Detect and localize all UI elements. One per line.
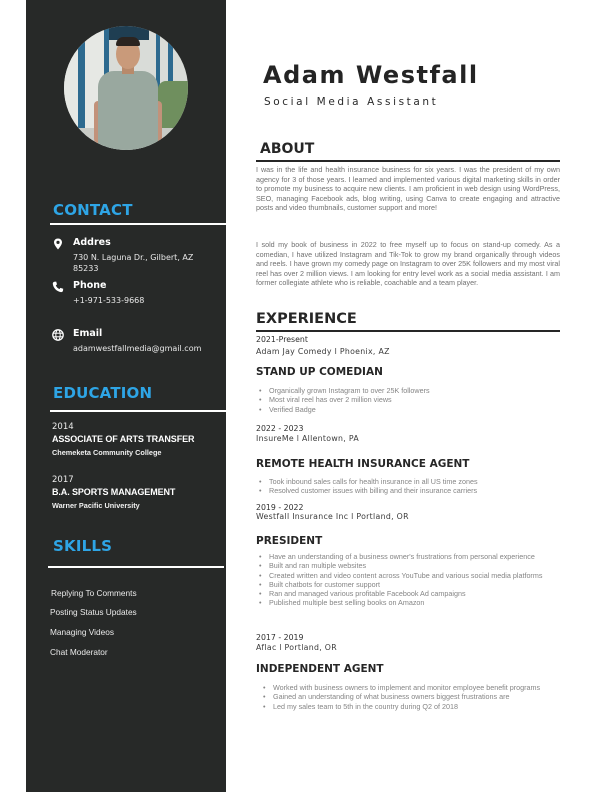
- education-degree: ASSOCIATE OF ARTS TRANSFER: [52, 434, 195, 444]
- job-bullet: • Built chatbots for customer support: [258, 580, 560, 589]
- job-company: InsureMe l Allentown, PA: [256, 434, 359, 443]
- contact-heading: CONTACT: [53, 201, 133, 219]
- contact-value: 730 N. Laguna Dr., Gilbert, AZ 85233: [73, 253, 194, 273]
- job-company: Adam Jay Comedy l Phoenix, AZ: [256, 347, 390, 356]
- job-bullet: • Published multiple best selling books on Amazon: [258, 598, 560, 607]
- skill-item: Managing Videos: [50, 627, 114, 637]
- job-company: Westfall Insurance Inc l Portland, OR: [256, 512, 409, 521]
- contact-value[interactable]: adamwestfallmedia@gmail.com: [73, 344, 202, 353]
- education-heading: EDUCATION: [53, 384, 153, 402]
- job-title: STAND UP COMEDIAN: [256, 366, 383, 378]
- experience-heading: EXPERIENCE: [256, 311, 357, 327]
- education-school: Warner Pacific University: [52, 501, 140, 510]
- contact-label: Phone: [73, 280, 107, 291]
- globe-icon: [52, 329, 64, 341]
- job-bullet: • Most viral reel has over 2 million views: [258, 395, 560, 404]
- contact-label: Email: [73, 328, 103, 339]
- job-title: REMOTE HEALTH INSURANCE AGENT: [256, 458, 470, 470]
- about-paragraph: I was in the life and health insurance business for six years. I was the president of my own agency for 3 of those years. I learned and implemented various digital marketing skills in order to promote my business to acquire new clients. I am proficient in web design using WordPress, SEO, managing Facebook ads, blog writing, using Canva to create engaging and attractive posts and video thumbnails, customer support and more!: [256, 165, 560, 212]
- skill-item: Chat Moderator: [50, 647, 108, 657]
- education-divider: [50, 410, 226, 412]
- job-bullet: • Led my sales team to 5th in the country during Q2 of 2018: [262, 702, 564, 711]
- phone-icon: [52, 281, 64, 293]
- photo-hair: [116, 37, 140, 46]
- job-bullet: • Organically grown Instagram to over 25K followers: [258, 386, 560, 395]
- job-bullet: • Gained an understanding of what business owners biggest frustrations are: [262, 692, 564, 701]
- job-dates: 2021-Present: [256, 335, 308, 344]
- skill-item: Posting Status Updates: [50, 607, 137, 617]
- education-year: 2014: [52, 422, 74, 432]
- candidate-name: Adam Westfall: [263, 61, 479, 89]
- contact-value: +1-971-533-9668: [73, 296, 145, 305]
- job-bullet: • Resolved customer issues with billing and their insurance carriers: [258, 486, 560, 495]
- job-dates: 2017 - 2019: [256, 633, 304, 642]
- sidebar: [26, 0, 226, 792]
- job-bullets: [258, 477, 560, 496]
- job-bullet: • Created written and video content across YouTube and various social media platforms: [258, 571, 560, 580]
- experience-divider: [256, 330, 560, 332]
- job-title: INDEPENDENT AGENT: [256, 663, 384, 675]
- job-dates: 2019 - 2022: [256, 503, 304, 512]
- skills-heading: SKILLS: [53, 537, 113, 555]
- job-bullet: • Worked with business owners to implement and monitor employee benefit programs: [262, 683, 564, 692]
- contact-label: Addres: [73, 237, 111, 248]
- photo-shirt: [98, 71, 158, 150]
- job-bullet: • Ran and managed various profitable Facebook Ad campaigns: [258, 589, 560, 598]
- candidate-role: Social Media Assistant: [264, 96, 439, 108]
- job-company: Aflac l Portland, OR: [256, 643, 337, 652]
- about-heading: ABOUT: [260, 141, 315, 157]
- job-bullet: • Verified Badge: [258, 405, 560, 414]
- skill-item: Replying To Comments: [51, 588, 137, 598]
- job-bullet: • Took inbound sales calls for health insurance in all US time zones: [258, 477, 560, 486]
- education-school: Chemeketa Community College: [52, 448, 162, 457]
- about-paragraph: I sold my book of business in 2022 to free myself up to focus on stand-up comedy. As a comedian, I have utilized Instagram and Tik-Tok to grow my brand organically through videos and reels. I have grown my comedy page on Instagram to over 25K followers and my most viral reel has over 2 million views. I am looking for entry level work as a social media assistant. I am former collegiate athlete who is reliable, coachable and a team player.: [256, 240, 560, 287]
- job-bullets: [258, 552, 560, 608]
- profile-photo: [64, 26, 188, 150]
- contact-divider: [50, 223, 226, 225]
- job-bullet: • Have an understanding of a business owner's frustrations from personal experience: [258, 552, 560, 561]
- map-pin-icon: [52, 238, 64, 250]
- job-bullets: [262, 683, 564, 711]
- education-year: 2017: [52, 475, 74, 485]
- job-bullets: [258, 386, 560, 414]
- skills-divider: [48, 566, 224, 568]
- job-dates: 2022 - 2023: [256, 424, 304, 433]
- education-degree: B.A. SPORTS MANAGEMENT: [52, 487, 176, 497]
- about-divider: [256, 160, 560, 162]
- job-title: PRESIDENT: [256, 535, 323, 547]
- job-bullet: • Built and ran multiple websites: [258, 561, 560, 570]
